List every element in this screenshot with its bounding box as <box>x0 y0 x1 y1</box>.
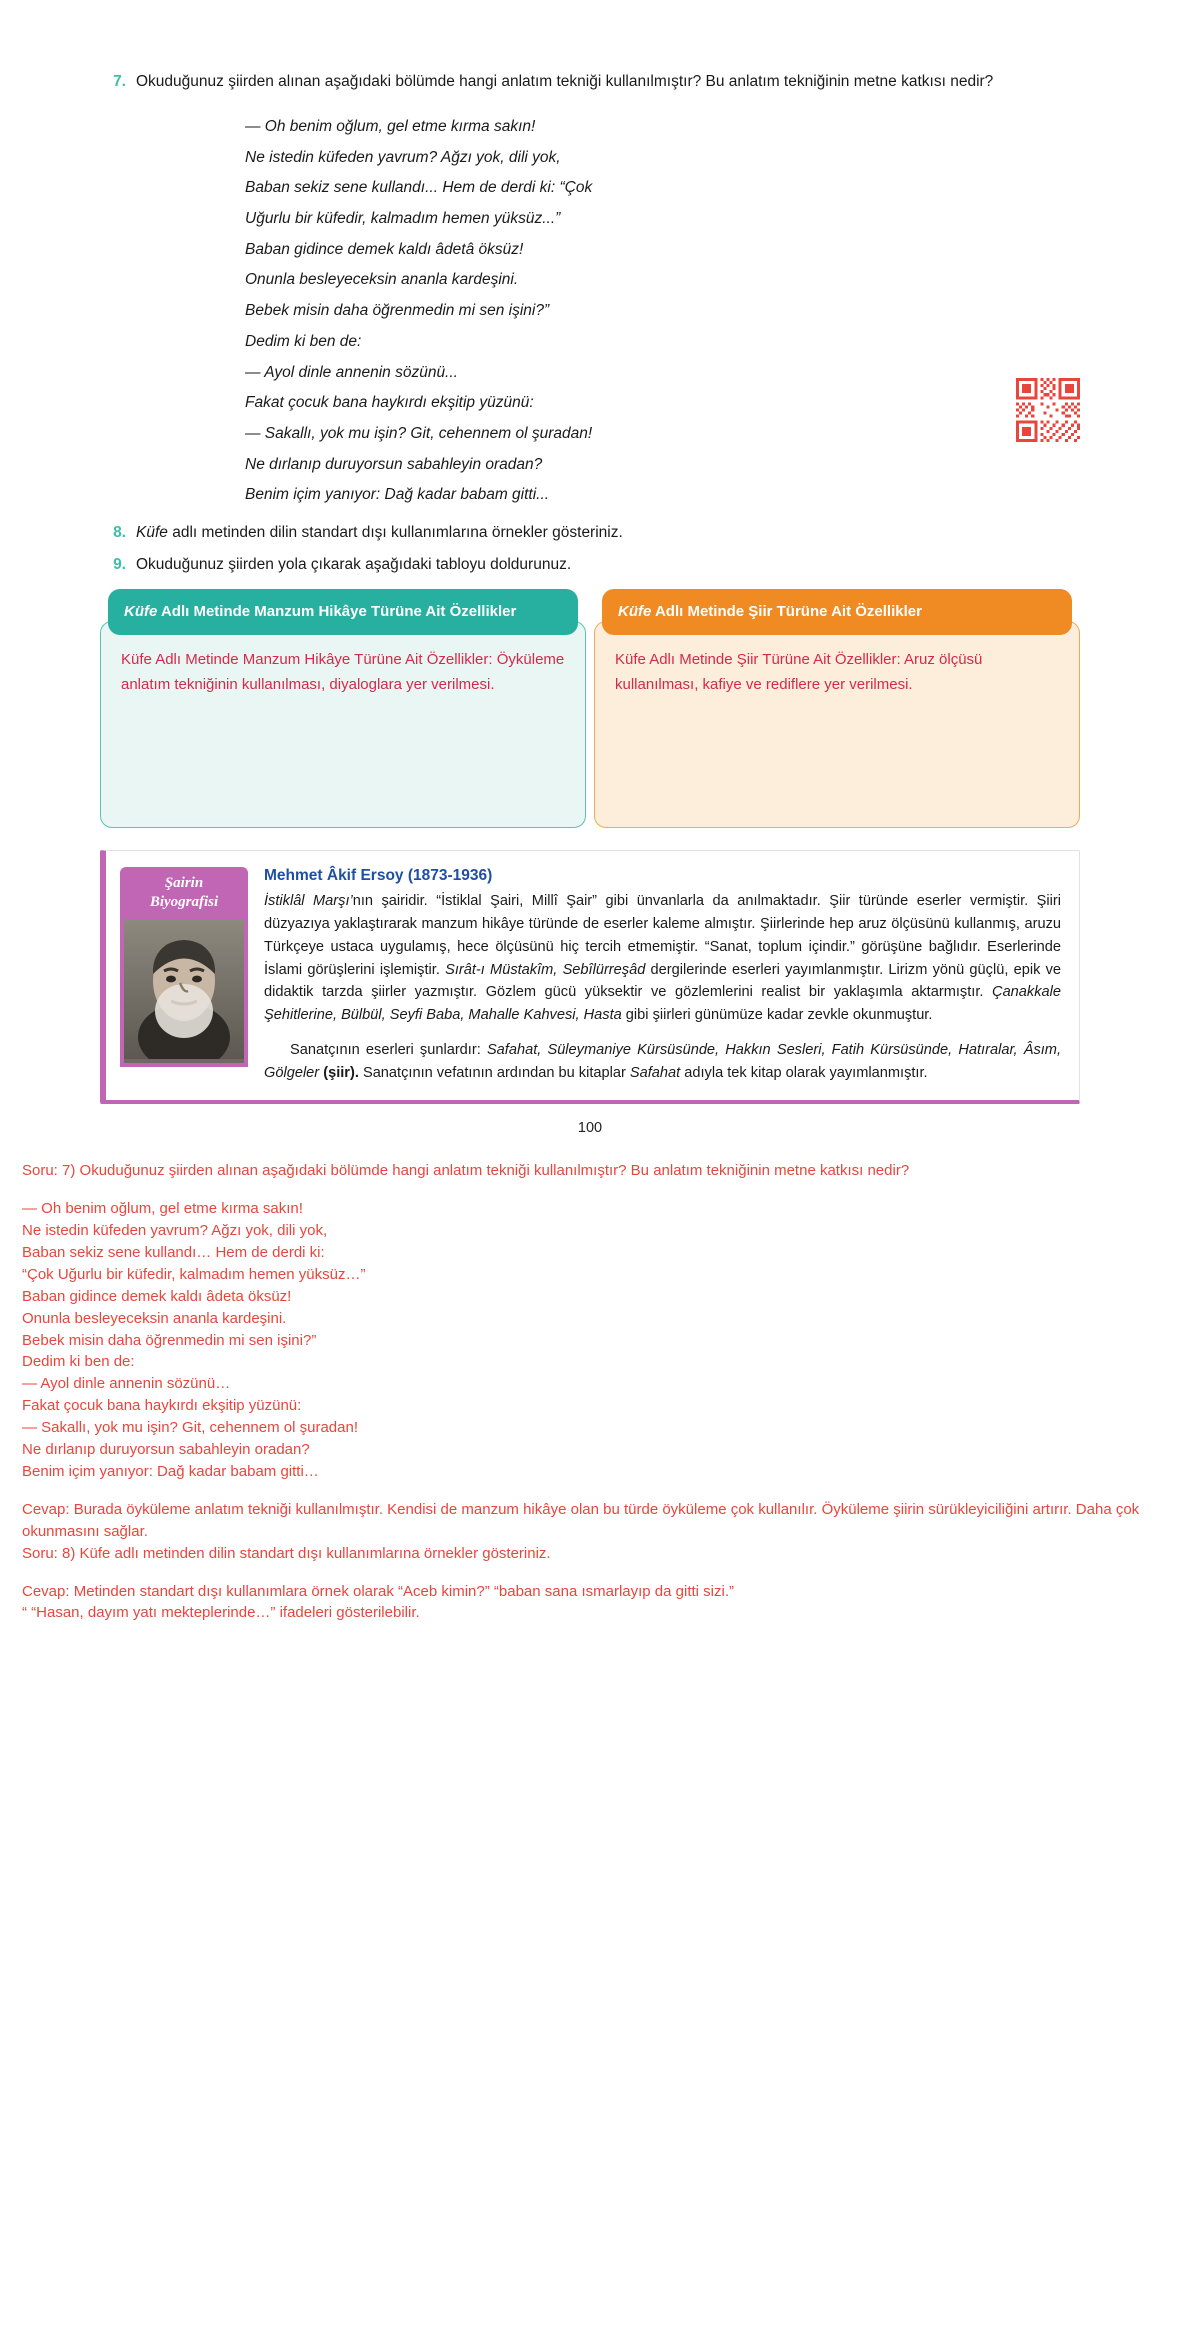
biography-text-run: Çanakkale Şehitlerine, Bülbül, Seyfi Baba, Mahalle Kahvesi, Hasta <box>264 984 1061 1024</box>
question-7 <box>100 70 1080 94</box>
poem-line: Uğurlu bir küfedir, kalmadım hemen yüksüz...” <box>245 210 561 228</box>
poem-line: Fakat çocuk bana haykırdı ekşitip yüzünü: <box>245 394 534 412</box>
portrait-photo <box>120 919 248 1067</box>
answer-poem-line: Benim içim yanıyor: Dağ kadar babam gitti… <box>22 1462 319 1480</box>
comparison-box-body-2: Küfe Adlı Metinde Şiir Türüne Ait Özellikler: Aruz ölçüsü kullanılması, kafiye ve rediflere yer verilmesi. <box>594 621 1080 828</box>
answer-poem-excerpt <box>22 1198 1158 1483</box>
biography-badge-line1: Şairin <box>164 875 204 892</box>
answer-poem-line: Ne dırlanıp duruyorsun sabahleyin oradan? <box>22 1441 310 1459</box>
answer-poem-line: Onunla besleyeceksin ananla kardeşini. <box>22 1309 287 1327</box>
answer-8-line-1: Cevap: Metinden standart dışı kullanımlara örnek olarak “Aceb kimin?” “baban sana ısmarlayıp da gitti sizi.” <box>22 1582 734 1600</box>
comparison-box-header-1 <box>108 589 578 635</box>
biography-paragraph-2 <box>264 1039 1061 1085</box>
question-7-number: 7. <box>113 73 126 90</box>
biography-text-run: Sanatçının vefatının ardından bu kitaplar <box>358 1064 630 1081</box>
answer-question-8-label: Soru: 8) Küfe adlı metinden dilin standart dışı kullanımlarına örnekler gösteriniz. <box>22 1544 551 1562</box>
answer-question-7-label: Soru: 7) Okuduğunuz şiirden alınan aşağıdaki bölümde hangi anlatım tekniği kullanılmıştır? Bu anlatım tekniğinin metne katkısı nedir? <box>22 1162 910 1180</box>
answer-poem-line: Baban sekiz sene kullandı… Hem de derdi ki: <box>22 1244 325 1262</box>
biography-text-run: dergilerinde eserleri yayımlanmıştır. Lirizm yönü güçlü, epik ve didaktik tarzda şiirler yazmıştır. Gözlem gücü yüksektir ve gözlemlerini realist bir yaklaşımla aktarmıştır. <box>264 961 1061 1001</box>
textbook-page <box>0 0 1180 1136</box>
poem-line: Baban sekiz sene kullandı... Hem de derdi ki: “Çok <box>245 179 593 197</box>
biography-text-run: (şiir). <box>319 1064 359 1081</box>
answer-poem-line: Ne istedin küfeden yavrum? Ağzı yok, dili yok, <box>22 1222 328 1240</box>
question-8-rest: adlı metinden dilin standart dışı kullanımlarına örnekler gösteriniz. <box>167 523 623 541</box>
comparison-box-manzum-hikaye <box>100 589 586 828</box>
answer-poem-line: Bebek misin daha öğrenmedin mi sen işini?” <box>22 1331 317 1349</box>
question-8-italic-word: Küfe <box>136 523 168 541</box>
biography-portrait-block <box>120 867 248 1067</box>
answer-section <box>0 1136 1180 1680</box>
biography-card <box>100 850 1080 1104</box>
questions-8-9 <box>100 521 1080 577</box>
answer-poem-line: — Ayol dinle annenin sözünü… <box>22 1375 231 1393</box>
biography-badge <box>120 867 248 919</box>
biography-text-run: Sırât-ı Müstakîm, Sebîlürreşâd <box>445 961 646 978</box>
answer-7-text <box>22 1499 1158 1565</box>
poem-line: Onunla besleyeceksin ananla kardeşini. <box>245 271 519 289</box>
poem-line: — Ayol dinle annenin sözünü... <box>245 363 458 381</box>
biography-text-run: adıyla tek kitap olarak yayımlanmıştır. <box>680 1064 928 1081</box>
biography-title: Mehmet Âkif Ersoy (1873-1936) <box>264 867 493 885</box>
header-1-rest: Adlı Metinde Manzum Hikâye Türüne Ait Özellikler <box>157 602 517 620</box>
poem-line: Ne dırlanıp duruyorsun sabahleyin oradan? <box>245 455 543 473</box>
answer-8-line-2: “ “Hasan, dayım yatı mekteplerinde…” ifadeleri gösterilebilir. <box>22 1604 420 1622</box>
header-1-italic: Küfe <box>124 602 158 620</box>
comparison-box-siir <box>594 589 1080 828</box>
answer-7-body: Cevap: Burada öyküleme anlatım tekniği kullanılmıştır. Kendisi de manzum hikâye olan bu türde öyküleme çok kullanılır. Öyküleme şiirin sürükleyiciliğini artırır. Daha çok okunmasını sağlar. <box>22 1500 1140 1540</box>
question-7-text: Okuduğunuz şiirden alınan aşağıdaki bölümde hangi anlatım tekniği kullanılmıştır? Bu anlatım tekniğinin metne katkısı nedir? <box>136 73 994 90</box>
answer-poem-line: Dedim ki ben de: <box>22 1353 135 1371</box>
question-8-text <box>136 521 1080 545</box>
biography-text-run: Safahat <box>629 1064 681 1081</box>
page-number: 100 <box>577 1120 603 1137</box>
question-9 <box>100 553 1080 577</box>
biography-badge-line2: Biyografisi <box>149 893 219 910</box>
comparison-box-header-2 <box>602 589 1072 635</box>
poem-line: Ne istedin küfeden yavrum? Ağzı yok, dili yok, <box>245 148 561 166</box>
biography-text-run: Safahat, Süleymaniye Kürsüsünde, Hakkın Sesleri, Fatih Kürsüsünde, Hatıralar, Âsım, Gölgeler <box>264 1041 1062 1081</box>
biography-text-run: İstiklâl Marşı’ <box>264 893 353 910</box>
comparison-table <box>100 589 1080 828</box>
question-9-text: Okuduğunuz şiirden yola çıkarak aşağıdaki tabloyu doldurunuz. <box>136 555 572 573</box>
poem-excerpt <box>100 112 1080 511</box>
answer-poem-line: Baban gidince demek kaldı âdeta öksüz! <box>22 1287 292 1305</box>
question-9-number: 9. <box>113 555 126 573</box>
poem-line: Benim içim yanıyor: Dağ kadar babam gitti... <box>245 486 550 504</box>
biography-text-run: nın şairidir. “İstiklal Şairi, Millî Şair” gibi ünvanlarla da anılmaktadır. Şiir türünde eserler vermiştir. Şiiri düzyazıya yaklaştırarak manzum hikâye türünde de eserler kaleme almıştır. Şiirlerinde hep aruz ölçüsünü kullanmış, aruzu Türkçeye ustaca uygulamış, hece ölçüsünü hiç tercih etmemiştir. “Sanat, toplum içindir.” görüşüne bağlıdır. Eserlerinde İslami görüşlerini işlemiştir. <box>264 893 1061 978</box>
answer-poem-line: — Oh benim oğlum, gel etme kırma sakın! <box>22 1200 303 1218</box>
header-2-italic: Küfe <box>618 602 652 620</box>
comparison-box-body-1: Küfe Adlı Metinde Manzum Hikâye Türüne Ait Özellikler: Öyküleme anlatım tekniğinin kullanılması, diyaloglara yer verilmesi. <box>100 621 586 828</box>
question-8 <box>100 521 1080 545</box>
poem-line: Bebek misin daha öğrenmedin mi sen işini?” <box>245 302 550 320</box>
answer-poem-line: — Sakallı, yok mu işin? Git, cehennem ol şuradan! <box>22 1419 358 1437</box>
qr-code-icon[interactable] <box>1016 378 1080 442</box>
answer-poem-line: Fakat çocuk bana haykırdı ekşitip yüzünü: <box>22 1397 302 1415</box>
poem-line: — Sakallı, yok mu işin? Git, cehennem ol şuradan! <box>245 424 593 442</box>
biography-paragraph-1 <box>264 890 1061 1027</box>
biography-text-run: Sanatçının eserleri şunlardır: <box>290 1041 487 1058</box>
poem-line: Dedim ki ben de: <box>245 332 362 350</box>
answer-poem-line: “Çok Uğurlu bir küfedir, kalmadım hemen yüksüz…” <box>22 1265 366 1283</box>
question-8-number: 8. <box>113 523 126 541</box>
poem-line: Baban gidince demek kaldı âdetâ öksüz! <box>245 240 524 258</box>
biography-text-run: gibi şiirleri günümüze kadar zevkle okunmuştur. <box>621 1007 933 1024</box>
header-2-rest: Adlı Metinde Şiir Türüne Ait Özellikler <box>651 602 922 620</box>
answer-8-text <box>22 1581 1158 1625</box>
poem-line: — Oh benim oğlum, gel etme kırma sakın! <box>245 118 536 136</box>
